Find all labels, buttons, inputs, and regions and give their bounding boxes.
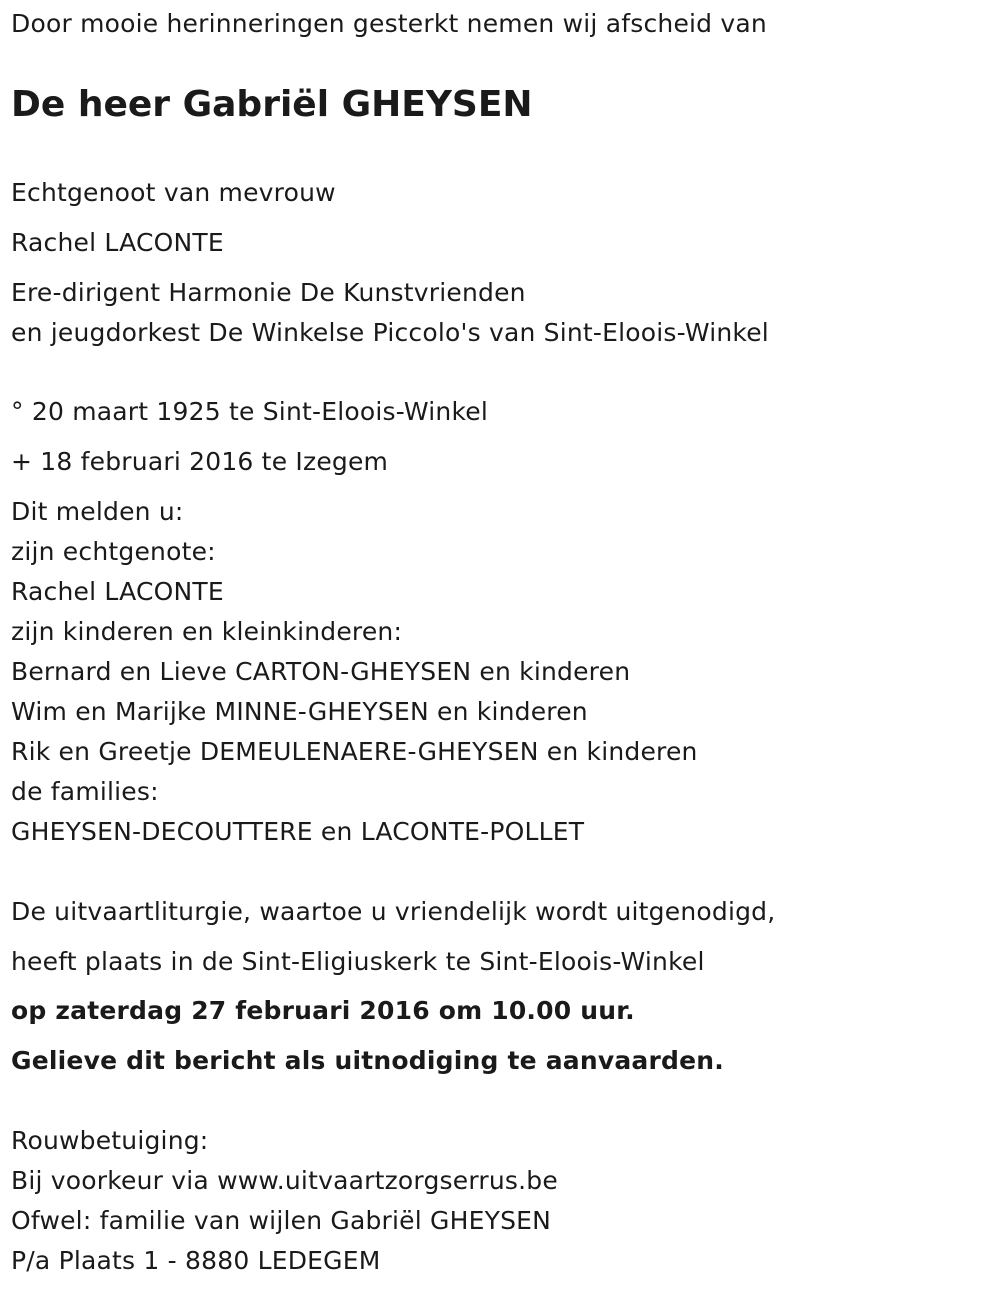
- condolence-website: Bij voorkeur via www.uitvaartzorgserrus.be: [11, 1166, 558, 1195]
- role-line-1: Ere-dirigent Harmonie De Kunstvrienden: [11, 278, 526, 307]
- announce-heading: Dit melden u:: [11, 497, 184, 526]
- spouse-label: Echtgenoot van mevrouw: [11, 178, 336, 207]
- child-family-2: Wim en Marijke MINNE-GHEYSEN en kinderen: [11, 697, 588, 726]
- death-date: + 18 februari 2016 te Izegem: [11, 447, 389, 476]
- wife-label: zijn echtgenote:: [11, 537, 216, 566]
- children-label: zijn kinderen en kleinkinderen:: [11, 617, 403, 646]
- deceased-name-title: De heer Gabriël GHEYSEN: [11, 84, 533, 125]
- condolence-address: P/a Plaats 1 - 8880 LEDEGEM: [11, 1246, 381, 1275]
- funeral-date: op zaterdag 27 februari 2016 om 10.00 uur.: [11, 996, 635, 1025]
- child-family-3: Rik en Greetje DEMEULENAERE-GHEYSEN en kinderen: [11, 737, 698, 766]
- wife-name: Rachel LACONTE: [11, 577, 224, 606]
- intro-text: Door mooie herinneringen gesterkt nemen wij afscheid van: [11, 9, 767, 38]
- child-family-1: Bernard en Lieve CARTON-GHEYSEN en kinderen: [11, 657, 631, 686]
- role-line-2: en jeugdorkest De Winkelse Piccolo's van Sint-Eloois-Winkel: [11, 318, 769, 347]
- invitation-note: Gelieve dit bericht als uitnodiging te aanvaarden.: [11, 1046, 724, 1075]
- spouse-name: Rachel LACONTE: [11, 228, 224, 257]
- funeral-line-1: De uitvaartliturgie, waartoe u vriendelijk wordt uitgenodigd,: [11, 897, 776, 926]
- condolence-label: Rouwbetuiging:: [11, 1126, 209, 1155]
- funeral-line-2: heeft plaats in de Sint-Eligiuskerk te Sint-Eloois-Winkel: [11, 947, 705, 976]
- birth-date: ° 20 maart 1925 te Sint-Eloois-Winkel: [11, 397, 488, 426]
- families-names: GHEYSEN-DECOUTTERE en LACONTE-POLLET: [11, 817, 585, 846]
- families-label: de families:: [11, 777, 159, 806]
- condolence-alternative: Ofwel: familie van wijlen Gabriël GHEYSEN: [11, 1206, 552, 1235]
